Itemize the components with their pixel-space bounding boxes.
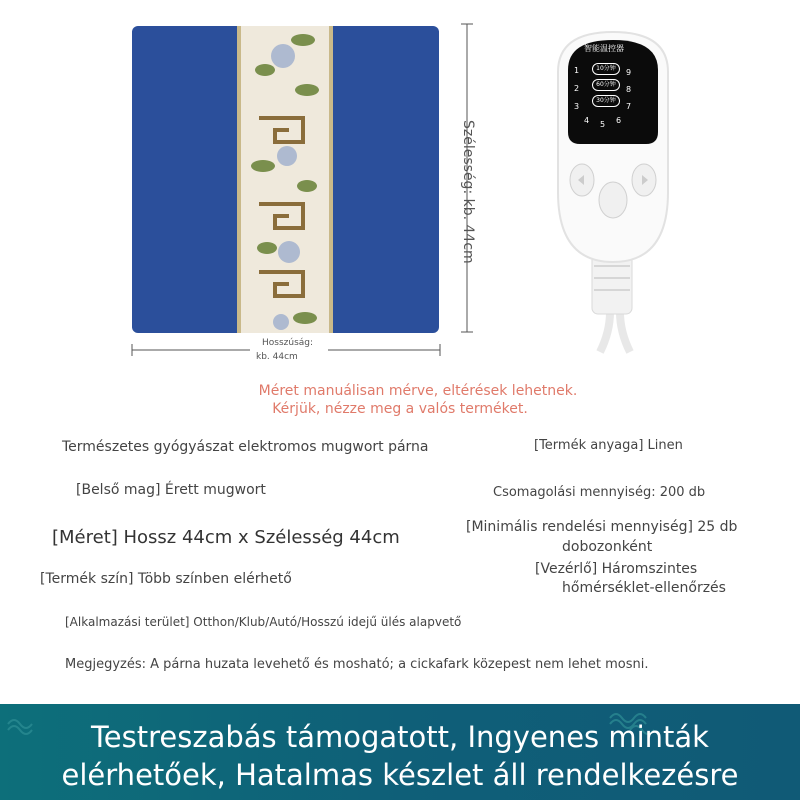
remote-number-3: 3 <box>574 102 580 111</box>
spec-material: [Termék anyaga] Linen <box>534 438 683 453</box>
spec-core: [Belső mag] Érett mugwort <box>76 482 266 498</box>
spec-application: [Alkalmazási terület] Otthon/Klub/Autó/Hosszú idejű ülés alapvető <box>65 615 462 629</box>
spec-moq-line-2: dobozonként <box>562 539 653 555</box>
remote-number-7: 7 <box>626 102 632 111</box>
pillow-image <box>132 26 439 333</box>
spec-color: [Termék szín] Több színben elérhető <box>40 571 292 587</box>
remote-number-6: 6 <box>616 116 622 125</box>
notice-line-1: Méret manuálisan mérve, eltérések lehetnek. <box>258 383 578 399</box>
spec-size: [Méret] Hossz 44cm x Szélesség 44cm <box>52 527 400 548</box>
spec-moq-line-1: [Minimális rendelési mennyiség] 25 db <box>466 519 738 535</box>
pillow-pattern-band <box>237 26 333 333</box>
notice-line-2: Kérjük, nézze meg a valós terméket. <box>272 401 528 417</box>
remote-title: 智能温控器 <box>584 44 624 53</box>
banner-line-1: Testreszabás támogatott, Ingyenes minták <box>91 720 709 754</box>
floral-pattern <box>237 26 333 333</box>
remote-button-2: 60分钟 <box>592 79 620 91</box>
width-label: Szélesség: kb. 44cm <box>460 120 476 264</box>
spec-controller-line-2: hőmérséklet-ellenőrzés <box>562 580 726 596</box>
promo-banner <box>0 704 800 800</box>
remote-button-3: 30分钟 <box>592 95 620 107</box>
remote-number-8: 8 <box>626 85 632 94</box>
remote-number-1: 1 <box>574 66 580 75</box>
spec-packaging: Csomagolási mennyiség: 200 db <box>493 485 706 500</box>
remote-number-4: 4 <box>584 116 590 125</box>
spec-product-name: Természetes gyógyászat elektromos mugwort párna <box>62 439 429 455</box>
spec-controller-line-1: [Vezérlő] Háromszintes <box>535 561 698 577</box>
remote-number-5: 5 <box>600 120 606 129</box>
remote-number-9: 9 <box>626 68 632 77</box>
length-label-line1: Hosszúság: <box>262 338 314 348</box>
remote-button-1: 10分钟 <box>592 63 620 75</box>
banner-line-2: elérhetőek, Hatalmas készlet áll rendelkezésre <box>61 758 739 792</box>
spec-note: Megjegyzés: A párna huzata levehető és mosható; a cickafark közepest nem lehet mosni. <box>65 657 649 672</box>
remote-number-2: 2 <box>574 84 580 93</box>
length-label-line2: kb. 44cm <box>256 352 298 362</box>
